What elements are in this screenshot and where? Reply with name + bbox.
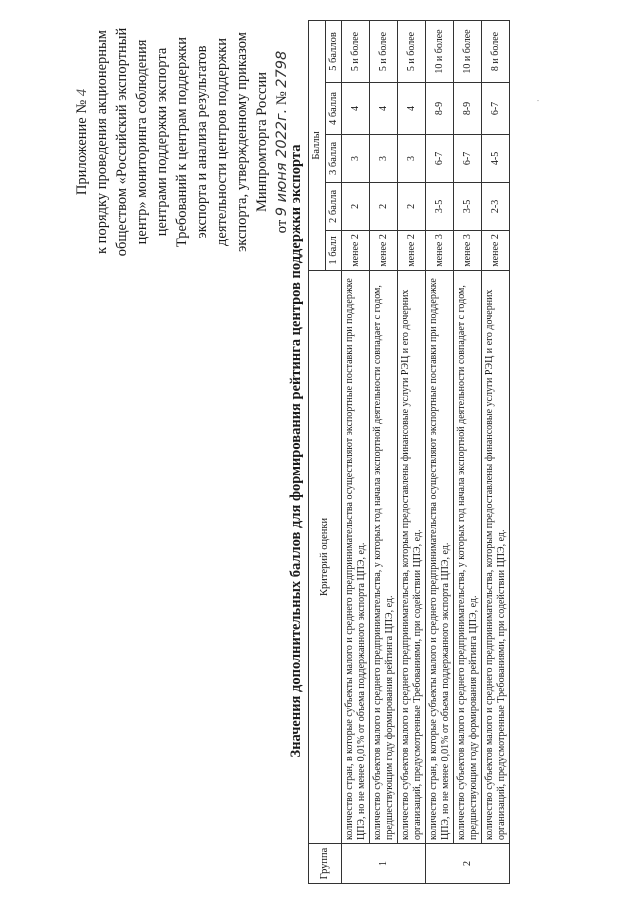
header-score-1: 1 балл <box>325 230 342 270</box>
score-cell: менее 3 <box>454 230 482 270</box>
criterion-cell: количество субъектов малого и среднего предпринимательства, у которых год начала экспортной деятельности совпадает с годом, предшествующим году формирования рейтинга ЦПЭ, ед. <box>454 270 482 843</box>
header-score-2: 2 балла <box>325 182 342 230</box>
score-cell: 5 и более <box>342 21 370 83</box>
table-row <box>426 21 454 884</box>
score-cell: 3-5 <box>426 182 454 230</box>
score-cell: 6-7 <box>454 134 482 182</box>
appendix-title: Приложение № 4 <box>74 88 90 196</box>
score-cell: 4 <box>370 83 398 135</box>
score-cell: 8 и более <box>482 21 510 83</box>
score-cell: 3 <box>370 134 398 182</box>
appendix-line: к порядку проведения акционерным <box>94 30 110 254</box>
score-cell: менее 2 <box>398 230 426 270</box>
appendix-line: деятельности центров поддержки <box>214 38 230 246</box>
appendix-line: экспорта, утвержденному приказом <box>234 32 250 252</box>
score-cell: 8-9 <box>426 83 454 135</box>
score-cell: 8-9 <box>454 83 482 135</box>
score-cell: 6-7 <box>426 134 454 182</box>
score-cell: 5 и более <box>370 21 398 83</box>
score-cell: 2-3 <box>482 182 510 230</box>
table-row <box>398 21 426 884</box>
score-cell: 4-5 <box>482 134 510 182</box>
table-row <box>454 21 482 884</box>
criterion-cell: количество стран, в которые субъекты малого и среднего предпринимательства осуществляют экспортные поставки при поддержке ЦПЭ, но не менее 0,01% от объема поддержанного экспорта ЦПЭ, ед. <box>426 270 454 843</box>
appendix-line: обществом «Российский экспортный <box>114 27 130 257</box>
scan-speck: · <box>534 99 543 102</box>
table-caption: Значения дополнительных баллов для формирования рейтинга центров поддержки экспорта <box>288 144 304 758</box>
rating-points-table <box>308 20 510 884</box>
appendix-line: центрами поддержки экспорта <box>154 47 170 237</box>
header-score-4: 4 балла <box>325 83 342 135</box>
header-score-5: 5 баллов <box>325 21 342 83</box>
appendix-date-line: от 9 июня 2022г. № 2798 <box>274 50 290 234</box>
group-cell: 1 <box>342 844 426 884</box>
header-group: Группа <box>309 844 342 884</box>
appendix-number: 4 <box>74 88 90 97</box>
score-cell: 4 <box>342 83 370 135</box>
table-row <box>370 21 398 884</box>
score-cell: менее 2 <box>342 230 370 270</box>
handwritten-date: 9 июня 2022г. <box>274 108 290 217</box>
handwritten-order-number: 2798 <box>274 50 290 88</box>
score-cell: 6-7 <box>482 83 510 135</box>
criterion-cell: количество субъектов малого и среднего предпринимательства, у которых год начала экспортной деятельности совпадает с годом, предшествующим году формирования рейтинга ЦПЭ, ед. <box>370 270 398 843</box>
score-cell: 10 и более <box>454 21 482 83</box>
score-cell: 2 <box>342 182 370 230</box>
score-cell: 3 <box>342 134 370 182</box>
header-score-3: 3 балла <box>325 134 342 182</box>
score-cell: 3 <box>398 134 426 182</box>
score-cell: менее 2 <box>370 230 398 270</box>
group-cell: 2 <box>426 844 510 884</box>
table-header-row <box>309 21 326 884</box>
score-cell: 2 <box>370 182 398 230</box>
score-cell: 3-5 <box>454 182 482 230</box>
header-criterion: Критерий оценки <box>309 270 342 843</box>
appendix-line: Минпромторга России <box>254 72 270 212</box>
score-cell: менее 3 <box>426 230 454 270</box>
score-cell: 5 и более <box>398 21 426 83</box>
table-row <box>342 21 370 884</box>
criterion-cell: количество субъектов малого и среднего предпринимательства, которым предоставлены финансовые услуги РЭЦ и его дочерних организаций, предусмотренные Требованиями, при содействии ЦПЭ, ед. <box>398 270 426 843</box>
appendix-line: центр» мониторинга соблюдения <box>134 39 150 245</box>
appendix-header <box>72 12 292 272</box>
appendix-line: экспорта и анализа результатов <box>194 45 210 239</box>
score-cell: менее 2 <box>482 230 510 270</box>
appendix-line: Требований к центрам поддержки <box>174 36 190 248</box>
score-cell: 4 <box>398 83 426 135</box>
criterion-cell: количество субъектов малого и среднего предпринимательства, которым предоставлены финансовые услуги РЭЦ и его дочерних организаций, предусмотренные Требованиями, при содействии ЦПЭ, ед. <box>482 270 510 843</box>
header-points: Баллы <box>309 21 326 271</box>
score-cell: 2 <box>398 182 426 230</box>
score-cell: 10 и более <box>426 21 454 83</box>
criterion-cell: количество стран, в которые субъекты малого и среднего предпринимательства осуществляют экспортные поставки при поддержке ЦПЭ, но не менее 0,01% от объема поддержанного экспорта ЦПЭ, ед. <box>342 270 370 843</box>
table-row <box>482 21 510 884</box>
